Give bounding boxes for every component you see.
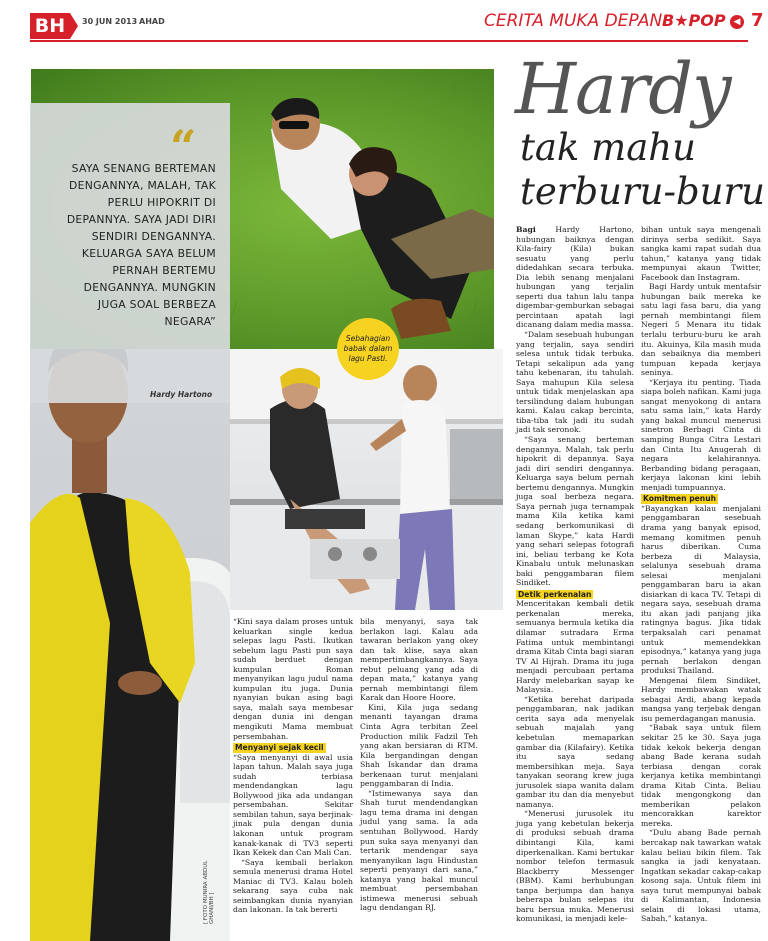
kitchen-scene-photo xyxy=(230,349,503,610)
page-number: 7 xyxy=(751,10,764,31)
headline-line-1: Hardy xyxy=(515,48,731,130)
headline-line-2: tak mahu xyxy=(520,126,696,169)
paragraph: Bagi Hardy untuk mentafsir hubungan baik mereka ke satu lagi fasa baru, dia yang pernah membintangi filem Negeri 5 Menara itu tidak terlalu terburu-buru ke arah itu. Akuinya, Kila masih muda dan sebaiknya dia memberi tumpuan kepada kerjaya seninya. xyxy=(641,282,761,378)
lead-paragraph xyxy=(516,225,634,330)
paragraph: “Menerusi jurusolek itu juga yang kebetulan bekerja di produksi sebuah drama dibintangi Kila, kami diperkenalkan. Kami bertukar nombor telefon termasuk Blackberry Messenger (BBM). Kami berhubungan tanpa berjumpa dan hanya beberapa bulan selepas itu baru bersua muka. Menerusi komunikasi, ia menjadi kele- xyxy=(516,809,634,924)
photo-caption-badge xyxy=(337,318,399,380)
paragraph: “Kini saya dalam proses untuk keluarkan single kedua selepas lagu Pasti. Ikutkan sebelum lagu Pasti pun saya sudah berduet dengan kumpulan Roman menyanyikan lagu judul nama kumpulan itu juga. Dunia nyanyian bukan asing bagi saya, malah saya membesar dengan dunia ini dengan mengikuti Mama membuat persembahan. xyxy=(233,617,353,741)
issue-date: 30 JUN 2013 xyxy=(82,17,138,26)
paragraph: bihan untuk saya mengenali dirinya serba sedikit. Saya sangka kami rapat sudah dua tahun,” katanya yang tidak mempunyai akaun Twitter, Facebook dan Instagram. xyxy=(641,225,761,282)
paragraph: “Saya senang berteman dengannya. Malah, tak perlu hipokrit di depannya. Saya jadi diri sendiri dengannya. Keluarga saya belum pernah bertemu dengannya. Mungkin juga soal berbeza negara. Saya pernah juga ternampak mama Kila ketika kami sedang berkomunikasi di laman Skype,” kata Hardi yang sehari selepas fotografi ini, beliau terbang ke Kota Kinabalu untuk melunaskan baki penggambaran filem Sindiket. xyxy=(516,435,634,588)
quote-mark-icon: “ xyxy=(170,120,197,174)
photo-caption: Sebahagian babak dalam lagu Pasti. xyxy=(343,334,393,363)
paragraph: “Saya kembali berlakon semula menerusi drama Hotel Maniac di TV3. Kalau boleh sekarang saya cuba nak seimbangkan dunia nyanyian dan lakonan. Ia tak bererti xyxy=(233,857,353,915)
article-column-2 xyxy=(360,617,478,913)
kitchen-illustration xyxy=(230,349,503,610)
section-title: CERITA MUKA DEPAN xyxy=(484,11,663,31)
paragraph: “Saya menyanyi di awal usia lapan tahun. Malah saya juga sudah terbiasa mendendangkan lagu Bollywood jika ada undangan persembahan. Sekitar sembilan tahun, saya berjinak-jinak pula dengan dunia lakonan untuk program kanak-kanak di TV3 seperti Ikan Kekek dan Can Mali Can. xyxy=(233,752,353,858)
pull-quote-author: Hardy Hartono xyxy=(150,390,213,399)
page-arrow-icon: ◀ xyxy=(730,15,744,29)
paragraph: Kini, Kila juga sedang menanti tayangan drama Cinta Agra terbitan Zeel Production milik Fadzil Teh yang akan bersiaran di RTM. Kila bergandingan dengan Shah Iskandar dan drama berkenaan turut menjalani penggambaran di India. xyxy=(360,702,478,789)
paragraph: Menceritakan kembali detik perkenalan mereka, semuanya bermula ketika dia dilamar sutradara Erma Fatima untuk membintangi drama Kitab Cinta bagi siaran TV Al Hijrah. Drama itu juga menjadi percubaan pertama Hardy melebarkan sayap ke Malaysia. xyxy=(516,599,634,695)
lead-text: Hardy Hartono, hubungan baiknya dengan Kila-fairy (Kila) bukan sesuatu yang perlu didedahkan secara terbuka. Dia lebih senang menjalani hubungan yang terjalin seperti dua tahun lalu tanpa digembar-gemburkan sebagai percintaan apatah lagi dicanang dalam media massa. xyxy=(516,225,634,330)
paragraph: “Dulu abang Bade pernah bercakap nak tawarkan watak kalau beliau bikin filem. Tak sangka ia jadi kenyataan. Ingatkan sekadar cakap-cakap kosong saja. Untuk filem ini saya turut mempunyai babak di Kalimantan, Indonesia selain di lokasi utama, Sabah,” katanya. xyxy=(641,828,761,924)
article-column-3 xyxy=(516,225,634,924)
subheading: Detik perkenalan xyxy=(518,589,592,599)
header-rule xyxy=(30,40,748,42)
pull-quote-text: SAYA SENANG BERTEMAN DENGANNYA, MALAH, TAK PERLU HIPOKRIT DI DEPANNYA. SAYA JADI DIRI SENDIRI DENGANNYA. KELUARGA SAYA BELUM PERNAH BERTEMU DENGANNYA. MUNGKIN JUGA SOAL BERBEZA NEGARA” xyxy=(66,162,216,328)
paragraph: Mengenai filem Sindiket, Hardy membawakan watak sebagai Ardi, abang kepada mangsa yang terjebak dengan isu pemerdagangan manusia. xyxy=(641,675,761,723)
article-column-1 xyxy=(233,617,353,915)
paragraph: “Babak saya untuk filem sekitar 25 ke 30. Saya juga tidak kekok bekerja dengan abang Bade kerana sudah terbiasa dengan corak kerjanya ketika membintangi drama Kitab Cinta. Beliau tidak mengongkong dan memberikan pelakon mencorakkan karektor mereka. xyxy=(641,723,761,828)
subheading: Komitmen penuh xyxy=(643,494,717,504)
paragraph: “Istimewanya saya dan Shah turut mendendangkan lagu tema drama ini dengan judul yang sama. Ia ada sentuhan Bollywood. Hardy pun suka saya menyanyi dan tertarik mendengar saya menyanyikan lagu Hindustan seperti penyanyi dari sana,” katanya yang bakal muncul membuat persembahan istimewa menerusi sebuah lagu dendangan RJ. xyxy=(360,788,478,913)
issue-day: AHAD xyxy=(139,17,165,26)
paragraph: “Kerjaya itu penting. Tiada siapa boleh nafikan. Kami juga sangat menyokong di antara satu sama lain,” kata Hardy yang bakal muncul menerusi sinetron Berbagi Cinta di samping Bunga Citra Lestari dan Cinta Itu Anugerah di negara kelahirannya. Berbanding bidang peragaan, kerjaya lakonan kini lebih menjadi tumpuannya. xyxy=(641,377,761,492)
logo-arrow-shape xyxy=(70,13,78,39)
lead-word: Bagi xyxy=(516,225,536,234)
paragraph: bila menyanyi, saya tak berlakon lagi. Kalau ada tawaran berlakon yang okey dan tak klise, saya akan mempertimbangkannya. Saya rebut peluang yang ada di depan mata,” katanya yang pernah membintangi filem Karak dan Hoore Hoore. xyxy=(360,617,478,703)
subheading: Menyanyi sejak kecil xyxy=(235,743,324,753)
photo-credit: [ FOTO MUNIRA ABDUL GHANI/BH ] xyxy=(203,860,215,924)
article-column-4 xyxy=(641,225,761,924)
publication-logo: BH xyxy=(30,13,70,39)
paragraph: “Dalam sesebuah hubungan yang terjalin, saya sendiri selesa untuk tidak terbuka. Tetapi sekalipun ada yang tahu kebenaran, itu tahulah. Saya mahupun Kila selesa untuk tidak menjelaskan apa tersilindung dalam hubungan kami. Kalau cakap bercinta, tiba-tiba tak jadi itu sudah jadi tak seronok. xyxy=(516,330,634,435)
headline-line-3: terburu-buru xyxy=(520,170,766,213)
paragraph: “Ketika berehat daripada penggambaran, nak jadikan cerita saya ada menyelak sebuah majalah yang kebetulan memaparkan gambar dia (Kilafairy). Ketika itu saya sedang membersihkan meja. Saya tanyakan seorang krew juga jurusolek siapa wanita dalam gambar itu dan dia menyebut namanya. xyxy=(516,694,634,809)
paragraph: “Bayangkan kalau menjalani penggambaran sesebuah drama yang banyak episod, memang komitmen penuh harus diberikan. Cuma berbeza di Malaysia, selalunya sesebuah drama selesai menjalani penggambaran baru ia akan disiarkan di kaca TV. Tetapi di negara saya, sesebuah drama itu akan jadi panjang jika ratingnya bagus. Jika tidak terpaksalah cari penamat untuk memendekkan episodnya,” katanya yang juga pernah berlakon dengan produksi Thailand. xyxy=(641,503,761,676)
section-brand: B★POP xyxy=(662,11,726,30)
